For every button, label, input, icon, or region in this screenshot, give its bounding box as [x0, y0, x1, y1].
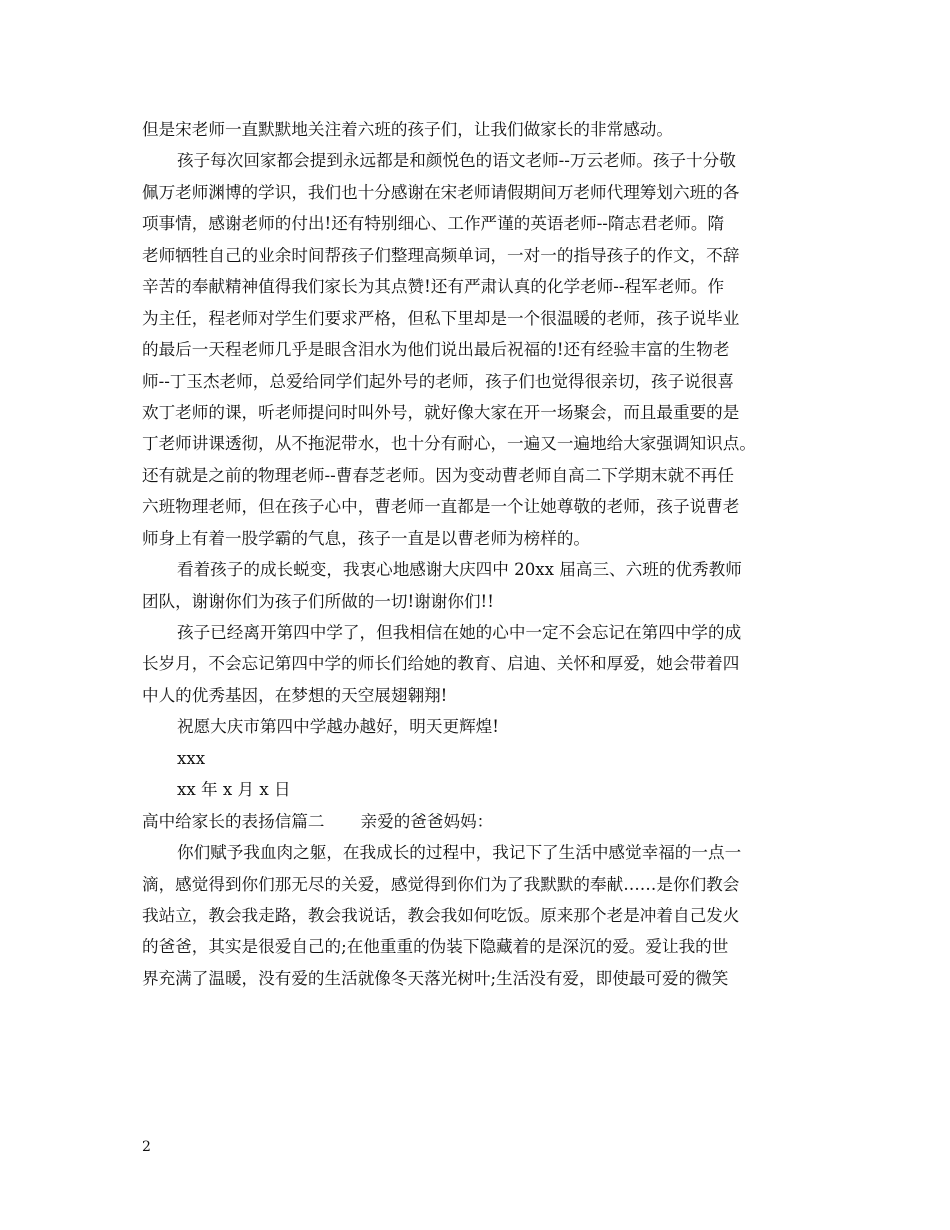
text-line: 团队，谢谢你们为孩子们所做的一切!谢谢你们!! [142, 591, 494, 611]
text-line: 辛苦的奉献精神值得我们家长为其点赞!还有严肃认真的化学老师--程军老师。作 [142, 277, 725, 297]
text-line: 佩万老师渊博的学识，我们也十分感谢在宋老师请假期间万老师代理筹划六班的各 [142, 182, 740, 202]
paragraph-block-2 [142, 837, 822, 994]
text-line: 老师牺牲自己的业余时间帮孩子们整理高频单词，一对一的指导孩子的作文，不辞 [142, 245, 740, 265]
text-line: 六班物理老师，但在孩子心中，曹老师一直都是一个让她尊敬的老师，孩子说曹老 [142, 497, 740, 517]
text-line: 欢丁老师的课，听老师提问时叫外号，就好像大家在开一场聚会，而且最重要的是 [142, 402, 740, 422]
text-line: 中人的优秀基因，在梦想的天空展翅翱翔! [142, 685, 448, 705]
text-line: 项事情，感谢老师的付出!还有特别细心、工作严谨的英语老师--隋志君老师。隋 [142, 214, 725, 234]
text-line: 界充满了温暖，没有爱的生活就像冬天落光树叶;生活没有爱，即使最可爱的微笑 [142, 968, 729, 988]
text-line: 师身上有着一股学霸的气息，孩子一直是以曹老师为榜样的。 [142, 528, 591, 548]
text-line: 滴，感觉得到你们那无尽的关爱，感觉得到你们为了我默默的奉献……是你们教会 [142, 874, 740, 894]
text-line: 看着孩子的成长蜕变，我衷心地感谢大庆四中 20xx 届高三、六班的优秀教师 [177, 560, 742, 580]
text-line: 你们赋予我血肉之躯，在我成长的过程中，我记下了生活中感觉幸福的一点一 [177, 843, 742, 863]
text-line: 还有就是之前的物理老师--曹春芝老师。因为变动曹老师自高二下学期末就不再任 [142, 465, 734, 485]
text-line: 的爸爸，其实是很爱自己的;在他重重的伪装下隐藏着的是深沉的爱。爱让我的世 [142, 937, 729, 957]
text-line: 丁老师讲课透彻，从不拖泥带水，也十分有耐心，一遍又一遍地给大家强调知识点。 [142, 434, 756, 454]
text-line: 祝愿大庆市第四中学越办越好，明天更辉煌! [177, 717, 499, 737]
section-heading-line [142, 806, 822, 837]
text-line: xxx [177, 748, 206, 768]
text-line: 为主任，程老师对学生们要求严格，但私下里却是一个很温暖的老师，孩子说毕业 [142, 308, 740, 328]
text-line: 孩子已经离开第四中学了，但我相信在她的心中一定不会忘记在第四中学的成 [177, 623, 742, 642]
paragraph-block [142, 114, 822, 806]
section-title: 高中给家长的表扬信篇二 [142, 811, 325, 831]
text-line: 但是宋老师一直默默地关注着六班的孩子们，让我们做家长的非常感动。 [142, 120, 673, 139]
text-line: 的最后一天程老师几乎是眼含泪水为他们说出最后祝福的!还有经验丰富的生物老 [142, 340, 730, 360]
body-text [142, 114, 822, 994]
page-number: 2 [142, 1139, 151, 1155]
text-line: xx 年 x 月 x 日 [177, 780, 291, 800]
text-line: 师--丁玉杰老师，总爱给同学们起外号的老师，孩子们也觉得很亲切，孩子说很喜 [142, 371, 734, 391]
text-line: 长岁月，不会忘记第四中学的师长们给她的教育、启迪、关怀和厚爱，她会带着四 [142, 654, 740, 674]
text-line: 我站立，教会我走路，教会我说话，教会我如何吃饭。原来那个老是冲着自己发火 [142, 905, 740, 925]
salutation: 亲爱的爸爸妈妈： [360, 811, 494, 831]
text-line: 孩子每次回家都会提到永远都是和颜悦色的语文老师--万云老师。孩子十分敬 [177, 151, 736, 171]
